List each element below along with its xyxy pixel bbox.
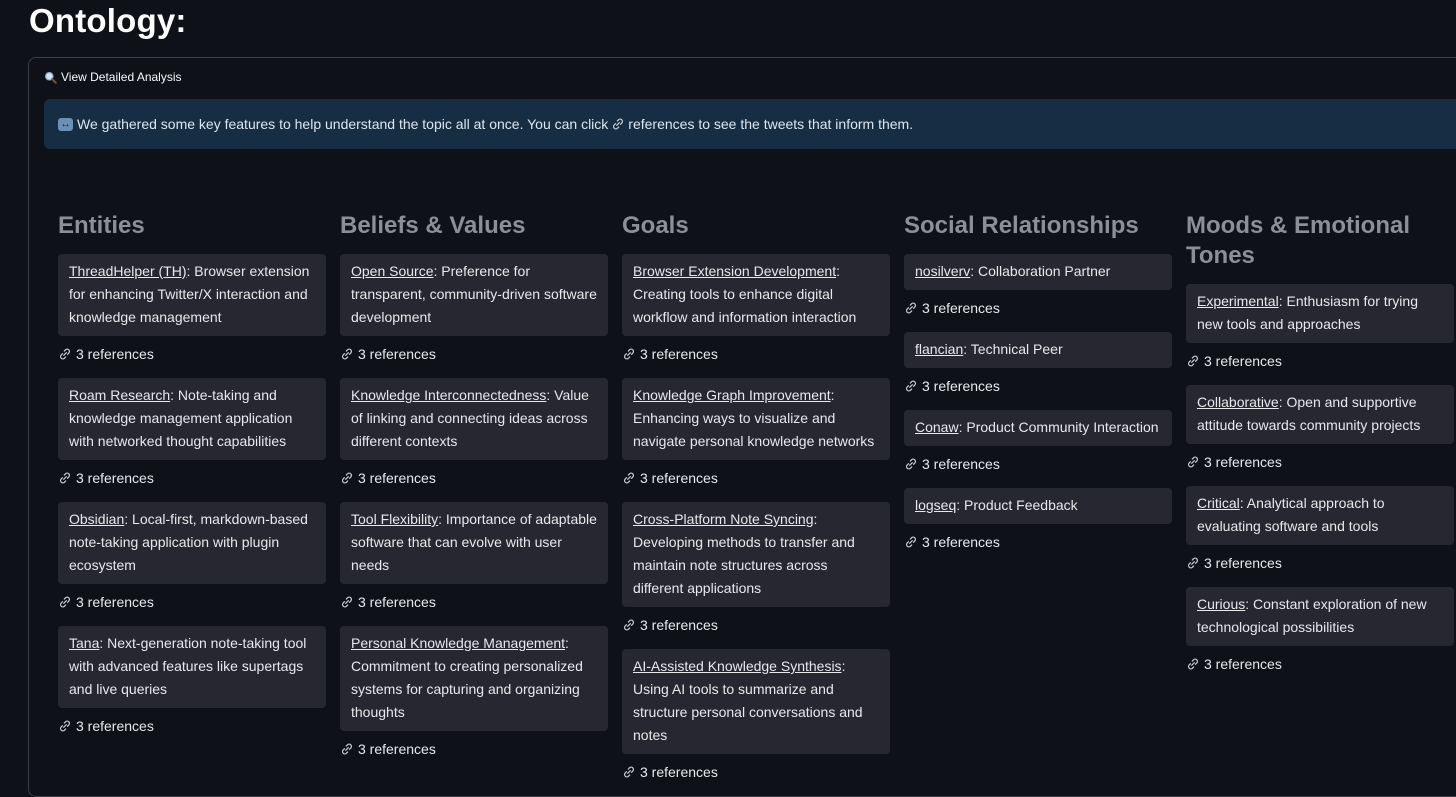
ontology-card — [58, 378, 326, 460]
references-link[interactable] — [622, 616, 890, 634]
references-label: 3 references — [922, 534, 1000, 550]
column-heading: Moods & Emotional Tones — [1186, 212, 1410, 269]
card-description: : Collaboration Partner — [970, 263, 1111, 279]
references-label: 3 references — [1204, 353, 1282, 369]
expander-toggle[interactable] — [44, 70, 182, 84]
card-term-link[interactable]: Roam Research — [69, 387, 171, 403]
page-title: Ontology: — [29, 2, 187, 39]
link-icon — [904, 457, 918, 471]
card-description: : Importance of adaptable software that can evolve with user needs — [351, 511, 597, 573]
link-icon — [622, 347, 636, 361]
card-description: : Note-taking and knowledge management application with networked thought capabilities — [69, 387, 293, 449]
references-link[interactable] — [1186, 352, 1454, 370]
references-label: 3 references — [76, 346, 154, 362]
link-icon — [904, 379, 918, 393]
ontology-column — [340, 211, 608, 773]
card-description: : Using AI tools to summarize and structure personal conversations and notes — [633, 658, 863, 743]
link-icon — [340, 471, 354, 485]
references-label: 3 references — [640, 764, 718, 780]
references-label: 3 references — [640, 470, 718, 486]
references-label: 3 references — [922, 378, 1000, 394]
link-icon — [58, 471, 72, 485]
ontology-card — [904, 410, 1172, 446]
references-link[interactable] — [904, 299, 1172, 317]
card-description: : Local-first, markdown-based note-taking application with plugin ecosystem — [69, 511, 308, 573]
card-description: : Creating tools to enhance digital workflow and information interaction — [633, 263, 857, 325]
ontology-card — [340, 626, 608, 731]
references-label: 3 references — [640, 346, 718, 362]
references-link[interactable] — [622, 345, 890, 363]
references-label: 3 references — [1204, 656, 1282, 672]
link-icon — [622, 765, 636, 779]
references-link[interactable] — [340, 740, 608, 758]
link-icon — [622, 471, 636, 485]
link-icon — [58, 595, 72, 609]
ontology-card — [58, 626, 326, 708]
expander-label: View Detailed Analysis — [61, 70, 182, 84]
references-link[interactable] — [904, 377, 1172, 395]
references-link[interactable] — [340, 469, 608, 487]
column-heading: Social Relationships — [904, 212, 1139, 239]
ontology-card — [904, 332, 1172, 368]
card-description: : Browser extension for enhancing Twitter/X interaction and knowledge management — [69, 263, 310, 325]
card-description: : Value of linking and connecting ideas across different contexts — [351, 387, 589, 449]
card-description: : Preference for transparent, community-driven software development — [351, 263, 597, 325]
ontology-card — [1186, 587, 1454, 646]
card-description: : Product Community Interaction — [958, 419, 1159, 435]
card-term-link[interactable]: logseq — [915, 497, 957, 513]
link-icon — [58, 719, 72, 733]
references-link[interactable] — [58, 717, 326, 735]
card-term-link[interactable]: Experimental — [1197, 293, 1279, 309]
references-label: 3 references — [922, 300, 1000, 316]
ontology-card — [904, 254, 1172, 290]
info-alert — [44, 99, 1456, 149]
references-label: 3 references — [1204, 454, 1282, 470]
card-term-link[interactable]: ThreadHelper (TH) — [69, 263, 187, 279]
link-icon — [340, 742, 354, 756]
card-description: : Next-generation note-taking tool with advanced features like supertags and live queries — [69, 635, 307, 697]
references-link[interactable] — [904, 533, 1172, 551]
ontology-card — [340, 378, 608, 460]
references-link[interactable] — [1186, 554, 1454, 572]
link-icon — [58, 347, 72, 361]
link-icon — [1186, 657, 1200, 671]
ontology-card — [340, 254, 608, 336]
references-link[interactable] — [1186, 453, 1454, 471]
card-term-link[interactable]: nosilverv — [915, 263, 971, 279]
card-term-link[interactable]: Conaw — [915, 419, 959, 435]
card-term-link[interactable]: Tool Flexibility — [351, 511, 439, 527]
card-term-link[interactable]: AI-Assisted Knowledge Synthesis — [633, 658, 842, 674]
references-label: 3 references — [76, 594, 154, 610]
references-label: 3 references — [358, 741, 436, 757]
references-label: 3 references — [358, 470, 436, 486]
column-heading: Beliefs & Values — [340, 212, 526, 239]
references-label: 3 references — [1204, 555, 1282, 571]
references-label: 3 references — [76, 470, 154, 486]
references-label: 3 references — [922, 456, 1000, 472]
ontology-card — [1186, 385, 1454, 444]
ontology-card — [58, 254, 326, 336]
info-text-after: references to see the tweets that inform them. — [628, 116, 914, 132]
references-label: 3 references — [640, 617, 718, 633]
ontology-column — [904, 211, 1172, 566]
link-icon — [340, 347, 354, 361]
card-term-link[interactable]: flancian — [915, 341, 964, 357]
references-link[interactable] — [340, 345, 608, 363]
references-link[interactable] — [1186, 655, 1454, 673]
ontology-card — [340, 502, 608, 584]
link-icon — [1186, 455, 1200, 469]
card-term-link[interactable]: Obsidian — [69, 511, 125, 527]
link-icon — [622, 618, 636, 632]
link-icon — [1186, 556, 1200, 570]
references-label: 3 references — [358, 346, 436, 362]
ontology-card — [622, 649, 890, 754]
card-term-link[interactable]: Tana — [69, 635, 100, 651]
info-text-before: We gathered some key features to help understand the topic all at once. You can click — [77, 116, 609, 132]
ontology-column — [58, 211, 326, 750]
link-icon — [904, 301, 918, 315]
ontology-card — [1186, 284, 1454, 343]
link-icon — [904, 535, 918, 549]
ontology-card — [622, 378, 890, 460]
ontology-column — [622, 211, 890, 796]
card-description: : Developing methods to transfer and maintain note structures across different applications — [633, 511, 855, 596]
card-term-link[interactable]: Knowledge Graph Improvement — [633, 387, 831, 403]
link-icon — [340, 595, 354, 609]
ontology-card — [904, 488, 1172, 524]
card-term-link[interactable]: Collaborative — [1197, 394, 1279, 410]
card-term-link[interactable]: Open Source — [351, 263, 434, 279]
references-link[interactable] — [58, 469, 326, 487]
card-description: : Technical Peer — [963, 341, 1063, 357]
references-link[interactable] — [622, 469, 890, 487]
ontology-card — [622, 502, 890, 607]
ontology-column — [1186, 211, 1454, 688]
card-term-link[interactable]: Cross-Platform Note Syncing — [633, 511, 814, 527]
ontology-card — [1186, 486, 1454, 545]
card-description: : Enthusiasm for trying new tools and approaches — [1197, 293, 1418, 332]
left-right-arrow-icon: ↔ — [58, 118, 73, 131]
link-icon — [611, 117, 625, 131]
card-description: : Commitment to creating personalized systems for capturing and organizing thoughts — [351, 635, 583, 720]
card-description: : Enhancing ways to visualize and navigate personal knowledge networks — [633, 387, 875, 449]
link-icon — [1186, 354, 1200, 368]
card-term-link[interactable]: Critical — [1197, 495, 1240, 511]
references-label: 3 references — [76, 718, 154, 734]
column-heading: Entities — [58, 212, 145, 239]
references-label: 3 references — [358, 594, 436, 610]
references-link[interactable] — [622, 763, 890, 781]
ontology-card — [622, 254, 890, 336]
references-link[interactable] — [58, 593, 326, 611]
card-description: : Open and supportive attitude towards community projects — [1197, 394, 1421, 433]
card-description: : Analytical approach to evaluating software and tools — [1197, 495, 1385, 534]
card-term-link[interactable]: Personal Knowledge Management — [351, 635, 566, 651]
card-description: : Product Feedback — [956, 497, 1078, 513]
card-description: : Constant exploration of new technological possibilities — [1197, 596, 1427, 635]
references-link[interactable] — [58, 345, 326, 363]
magnifying-glass-icon — [44, 71, 57, 84]
ontology-card — [58, 502, 326, 584]
references-link[interactable] — [340, 593, 608, 611]
card-term-link[interactable]: Knowledge Interconnectedness — [351, 387, 547, 403]
references-link[interactable] — [904, 455, 1172, 473]
column-heading: Goals — [622, 212, 689, 239]
card-term-link[interactable]: Curious — [1197, 596, 1246, 612]
card-term-link[interactable]: Browser Extension Development — [633, 263, 837, 279]
